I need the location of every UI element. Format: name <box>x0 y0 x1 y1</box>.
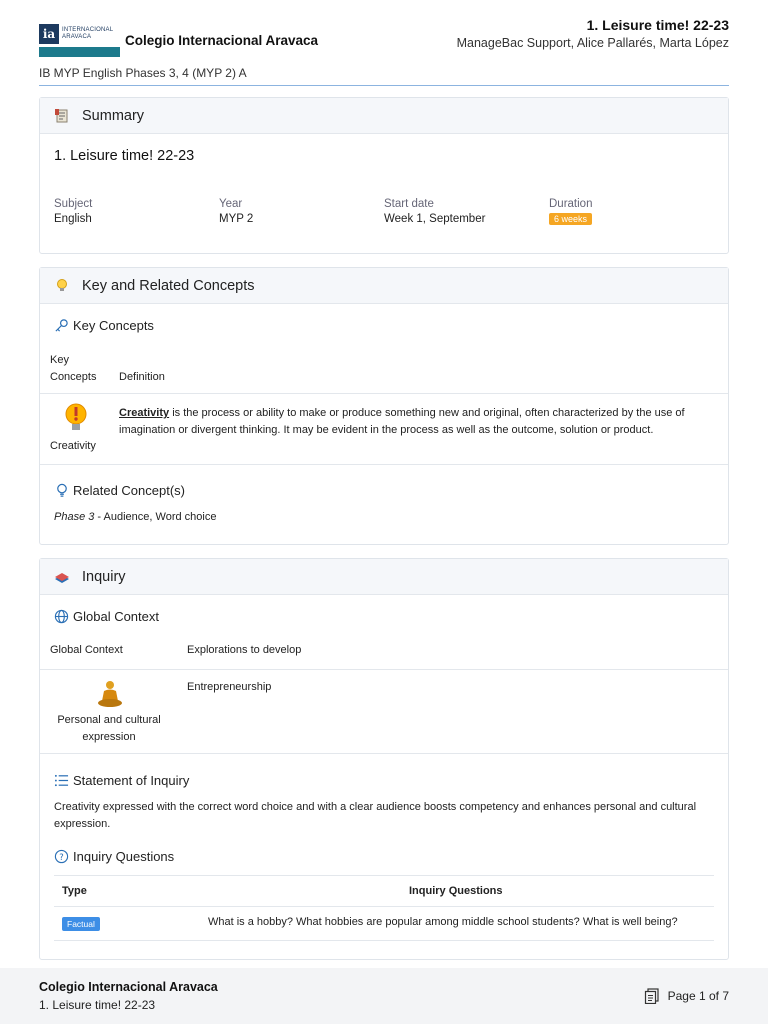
list-icon <box>54 773 69 788</box>
key-icon <box>54 318 69 333</box>
school-name: Colegio Internacional Aravaca <box>125 33 319 48</box>
table-row <box>54 907 714 941</box>
col-global-context: Global Context <box>50 644 123 656</box>
concepts-card-header <box>40 268 728 304</box>
key-concepts-heading-text: Key Concepts <box>73 318 154 333</box>
page-header <box>39 14 729 74</box>
inquiry-questions-heading-text: Inquiry Questions <box>73 849 175 864</box>
inquiry-card-header <box>40 559 728 595</box>
field-start-date <box>384 198 485 225</box>
field-year-label: Year <box>219 198 243 210</box>
lightbulb-icon <box>54 278 70 294</box>
global-context-heading-text: Global Context <box>73 609 159 624</box>
pages-icon <box>644 988 660 1004</box>
meditation-figure-icon <box>96 679 124 712</box>
globe-icon <box>54 609 69 624</box>
book-icon <box>54 569 70 585</box>
col-key-concepts-line1: Key <box>50 354 69 366</box>
course-subtitle: IB MYP English Phases 3, 4 (MYP 2) A <box>39 66 247 80</box>
inquiry-table-rule <box>40 669 728 670</box>
duration-badge: 6 weeks <box>549 213 592 225</box>
related-phase: Phase 3 <box>54 511 95 523</box>
field-subject-value: English <box>54 213 92 225</box>
logo-mark: ia <box>39 24 59 44</box>
logo-text-line2: ARAVACA <box>62 33 92 40</box>
school-logo <box>39 22 120 58</box>
inquiry-card <box>39 558 729 960</box>
context-name-line2: expression <box>82 731 136 743</box>
col-key-concepts <box>50 352 96 386</box>
concept-term: Creativity <box>119 407 170 419</box>
footer-school: Colegio Internacional Aravaca <box>39 980 218 994</box>
footer-title: 1. Leisure time! 22-23 <box>39 998 156 1012</box>
inquiry-questions-header-row <box>54 875 714 907</box>
context-name <box>40 712 178 746</box>
statement-heading <box>54 773 189 788</box>
document-title: 1. Leisure time! 22-23 <box>586 17 729 33</box>
field-start-date-value: Week 1, September <box>384 213 486 225</box>
page-number: Page 1 of 7 <box>667 989 729 1003</box>
document-icon <box>54 108 70 124</box>
svg-text:?: ? <box>59 851 64 862</box>
question-text: What is a hobby? What hobbies are popular among middle school students? What is well being? <box>208 916 678 928</box>
key-concepts-heading <box>54 318 154 333</box>
field-subject-label: Subject <box>54 198 93 210</box>
related-concepts-heading-text: Related Concept(s) <box>73 483 185 498</box>
page-footer <box>0 968 768 1024</box>
summary-heading: Summary <box>82 107 145 124</box>
document-authors: ManageBac Support, Alice Pallarés, Marta López <box>456 36 729 50</box>
question-icon <box>54 849 69 864</box>
col-key-concepts-line2: Concepts <box>50 371 97 383</box>
concept-definition-text: is the process or ability to make or produce something new and original, often characterized by the use of imagination or divergent thinking. It may be evident in the process as well as the outcome, solution or product. <box>119 407 685 436</box>
col-definition: Definition <box>119 371 165 383</box>
creativity-lightbulb-icon <box>64 402 88 437</box>
field-subject <box>54 198 92 225</box>
concept-definition <box>119 405 719 439</box>
context-name-line1: Personal and cultural <box>57 714 161 726</box>
concepts-heading: Key and Related Concepts <box>82 277 255 294</box>
related-concepts-heading <box>54 483 185 498</box>
concepts-card <box>39 267 729 545</box>
statement-text: Creativity expressed with the correct word choice and with a clear audience boosts competency and enhances personal and cultural expression. <box>54 801 697 830</box>
page-indicator <box>644 988 729 1004</box>
field-duration <box>549 198 592 225</box>
small-lightbulb-icon <box>54 483 69 498</box>
header-divider <box>39 85 729 86</box>
summary-card <box>39 97 729 254</box>
related-concepts-value <box>54 509 216 526</box>
field-start-date-label: Start date <box>384 198 434 210</box>
concepts-row-rule <box>40 464 728 465</box>
col-explorations: Explorations to develop <box>187 644 302 656</box>
inquiry-heading: Inquiry <box>82 568 126 585</box>
col-type: Type <box>62 885 87 897</box>
field-year-value: MYP 2 <box>219 213 254 225</box>
col-questions: Inquiry Questions <box>409 885 503 897</box>
field-duration-label: Duration <box>549 198 593 210</box>
global-context-heading <box>54 609 159 624</box>
summary-card-header <box>40 98 728 134</box>
field-year <box>219 198 253 225</box>
concept-name: Creativity <box>50 440 96 452</box>
logo-text-line1: INTERNACIONAL <box>62 26 114 33</box>
question-type-tag: Factual <box>62 917 100 931</box>
related-values: - Audience, Word choice <box>94 511 217 523</box>
statement-heading-text: Statement of Inquiry <box>73 773 190 788</box>
summary-title: 1. Leisure time! 22-23 <box>54 148 195 164</box>
concepts-table-rule <box>40 393 728 394</box>
exploration-value: Entrepreneurship <box>187 681 272 693</box>
inquiry-row-rule <box>40 753 728 754</box>
logo-strip <box>39 47 120 57</box>
inquiry-questions-heading <box>54 849 174 864</box>
